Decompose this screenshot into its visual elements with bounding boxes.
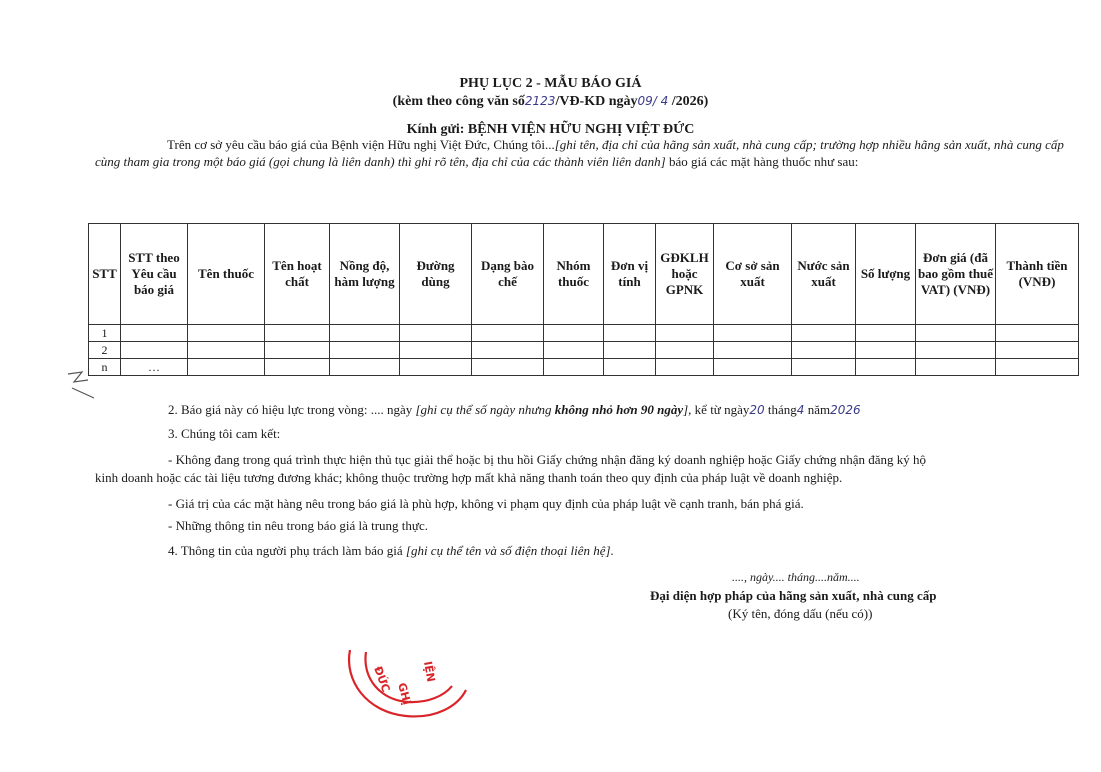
table-cell bbox=[400, 359, 472, 376]
seal-text-1: ĐỨC bbox=[371, 664, 393, 694]
table-cell bbox=[188, 342, 265, 359]
table-cell bbox=[330, 325, 400, 342]
col-header: Nhóm thuốc bbox=[544, 224, 604, 325]
table-cell bbox=[996, 359, 1079, 376]
table-cell bbox=[996, 342, 1079, 359]
intro-text: Trên cơ sở yêu cầu báo giá của Bệnh viện Hữu nghị Việt Đức, Chúng tôi... bbox=[167, 137, 555, 152]
col-header: Thành tiền (VNĐ) bbox=[996, 224, 1079, 325]
table-cell bbox=[996, 325, 1079, 342]
subtitle-prefix: (kèm theo công văn số bbox=[392, 94, 525, 109]
commit-item-3: - Những thông tin nêu trong báo giá là trung thực. bbox=[168, 518, 428, 533]
table-cell bbox=[544, 325, 604, 342]
pen-mark bbox=[64, 368, 100, 402]
table-cell bbox=[472, 359, 544, 376]
signature-date-line: ...., ngày.... tháng....năm.... bbox=[732, 570, 860, 584]
table-cell bbox=[604, 359, 656, 376]
table-cell bbox=[265, 342, 330, 359]
intro-text-end: báo giá các mặt hàng thuốc như sau: bbox=[665, 154, 859, 169]
validity-bold: không nhỏ hơn 90 ngày bbox=[554, 402, 684, 417]
subtitle-mid: /VĐ-KD ngày bbox=[555, 94, 638, 109]
validity-year-label: năm bbox=[804, 402, 831, 417]
col-header: Tên hoạt chất bbox=[265, 224, 330, 325]
row-number-cell: 1 bbox=[89, 325, 121, 342]
col-header: GĐKLH hoặc GPNK bbox=[656, 224, 714, 325]
table-cell bbox=[188, 359, 265, 376]
table-cell bbox=[330, 359, 400, 376]
commit-title: 3. Chúng tôi cam kết: bbox=[168, 426, 281, 441]
table-cell bbox=[330, 342, 400, 359]
table-cell bbox=[856, 359, 916, 376]
table-cell bbox=[856, 342, 916, 359]
validity-italic: [ghi cụ thể số ngày nhưng bbox=[415, 402, 555, 417]
col-header: STT theo Yêu cầu báo giá bbox=[121, 224, 188, 325]
table-cell bbox=[916, 342, 996, 359]
table-cell bbox=[265, 359, 330, 376]
table-cell bbox=[714, 342, 792, 359]
col-header: Đường dùng bbox=[400, 224, 472, 325]
col-header: Cơ sở sản xuất bbox=[714, 224, 792, 325]
col-header: Đơn giá (đã bao gồm thuế VAT) (VNĐ) bbox=[916, 224, 996, 325]
table-cell bbox=[656, 359, 714, 376]
handwritten-doc-number: 2123 bbox=[524, 94, 556, 108]
intro-italic-note: [ghi tên, địa chỉ của hãng sản xuất, nhà cung cấp; trường hợp nhiều hãng sản xuất, nhà cung cấp cùng tham gia trong một báo giá (gọi chung là liên danh) thì ghi rõ tên, địa chỉ của các thành viên liên danh] bbox=[95, 137, 1064, 169]
document-subtitle bbox=[0, 94, 1101, 110]
table-cell bbox=[544, 342, 604, 359]
signature-title: Đại diện hợp pháp của hãng sản xuất, nhà cung cấp bbox=[650, 588, 937, 603]
table-cell bbox=[656, 325, 714, 342]
table-cell bbox=[400, 342, 472, 359]
table-cell bbox=[265, 325, 330, 342]
row-number-cell: 2 bbox=[89, 342, 121, 359]
intro-paragraph bbox=[95, 136, 1075, 170]
seal-text-2: GHỊ bbox=[395, 681, 414, 707]
col-header: Dạng bào chế bbox=[472, 224, 544, 325]
signature-note: (Ký tên, đóng dấu (nếu có)) bbox=[728, 606, 873, 621]
table-cell bbox=[472, 325, 544, 342]
subtitle-suffix: /2026) bbox=[671, 94, 709, 109]
table-cell bbox=[714, 325, 792, 342]
commit-item-2: - Giá trị của các mặt hàng nêu trong báo giá là phù hợp, không vi phạm quy định của pháp luật về cạnh tranh, bán phá giá. bbox=[168, 496, 804, 511]
contact-line bbox=[168, 543, 614, 559]
table-body bbox=[89, 325, 1079, 376]
contact-prefix: 4. Thông tin của người phụ trách làm báo giá bbox=[168, 543, 406, 558]
commit-item-1-line1: - Không đang trong quá trình thực hiện thủ tục giải thể hoặc bị thu hồi Giấy chứng nhận đăng ký doanh nghiệp hoặc Giấy chứng nhận đăng ký hộ bbox=[168, 452, 926, 467]
table-cell bbox=[714, 359, 792, 376]
table-cell bbox=[916, 359, 996, 376]
table-cell bbox=[472, 342, 544, 359]
table-cell bbox=[856, 325, 916, 342]
handwritten-date: 09/ 4 bbox=[637, 94, 669, 108]
row-number-cell: n bbox=[89, 359, 121, 376]
table-cell bbox=[188, 325, 265, 342]
table-cell bbox=[792, 359, 856, 376]
validity-month-label: tháng bbox=[764, 402, 797, 417]
validity-line bbox=[168, 402, 861, 418]
table-row bbox=[89, 325, 1079, 342]
table-header-row bbox=[89, 224, 1079, 325]
col-header: Tên thuốc bbox=[188, 224, 265, 325]
table-cell bbox=[400, 325, 472, 342]
red-seal-stamp bbox=[336, 640, 471, 720]
table-cell bbox=[604, 325, 656, 342]
table-cell bbox=[916, 325, 996, 342]
table-row bbox=[89, 342, 1079, 359]
col-header: Đơn vị tính bbox=[604, 224, 656, 325]
table-cell bbox=[121, 325, 188, 342]
table-row bbox=[89, 359, 1079, 376]
seal-text-3: IỆN bbox=[421, 660, 438, 684]
handwritten-month: 4 bbox=[796, 403, 805, 417]
validity-from: , kể từ ngày bbox=[688, 402, 750, 417]
table-cell bbox=[792, 325, 856, 342]
table-cell: … bbox=[121, 359, 188, 376]
col-header: Nồng độ, hàm lượng bbox=[330, 224, 400, 325]
validity-prefix: 2. Báo giá này có hiệu lực trong vòng: .... ngày bbox=[168, 402, 416, 417]
col-header: Số lượng bbox=[856, 224, 916, 325]
table-cell bbox=[544, 359, 604, 376]
handwritten-day: 20 bbox=[749, 403, 765, 417]
table-cell bbox=[604, 342, 656, 359]
col-header: Nước sản xuất bbox=[792, 224, 856, 325]
commit-item-1-line2: kinh doanh hoặc các tài liệu tương đương khác; không thuộc trường hợp mất khả năng thanh toán theo quy định của pháp luật về doanh nghiệp. bbox=[95, 470, 843, 485]
table-cell bbox=[121, 342, 188, 359]
document-title: PHỤ LỤC 2 - MẪU BÁO GIÁ bbox=[459, 76, 642, 91]
validity-italic-end: ] bbox=[683, 402, 689, 417]
table-cell bbox=[792, 342, 856, 359]
table-cell bbox=[656, 342, 714, 359]
quote-table bbox=[88, 223, 1079, 376]
col-header: STT bbox=[89, 224, 121, 325]
recipient-line: Kính gửi: BỆNH VIỆN HỮU NGHỊ VIỆT ĐỨC bbox=[406, 122, 695, 137]
handwritten-year: 2026 bbox=[830, 403, 861, 417]
contact-italic: [ghi cụ thể tên và số điện thoại liên hệ]. bbox=[405, 543, 614, 558]
